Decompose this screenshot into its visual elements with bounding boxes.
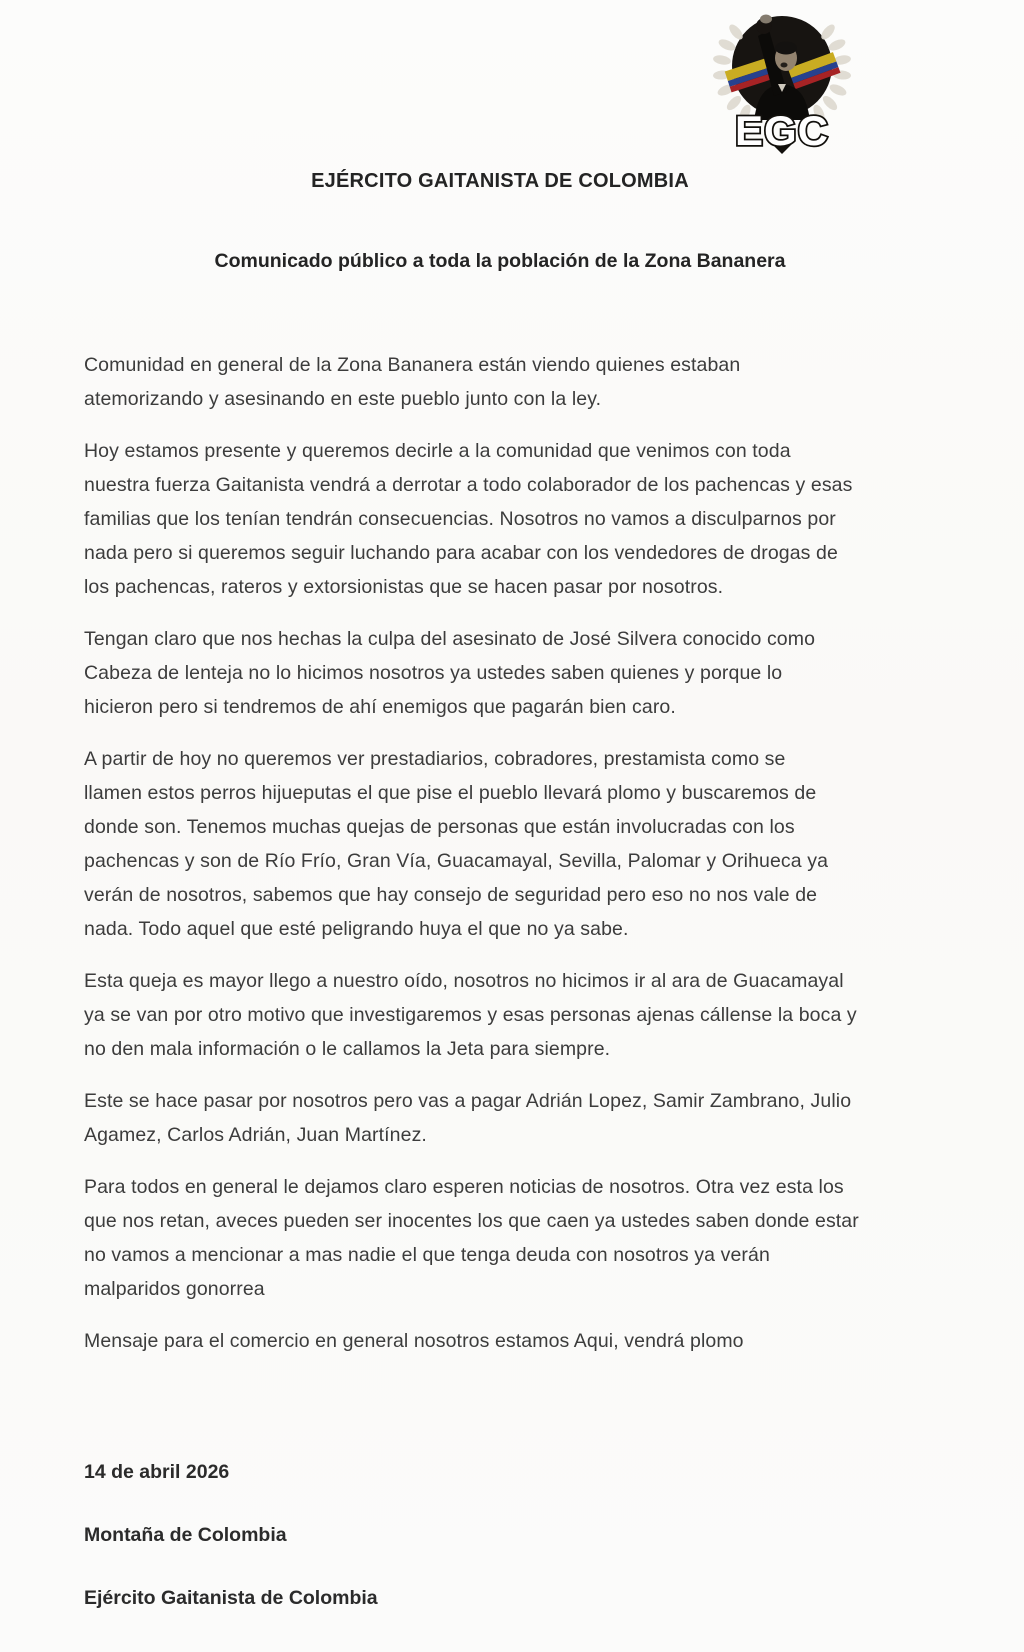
text-line: los pachencas, rateros y extorsionistas que se hacen pasar por nosotros.: [84, 576, 724, 598]
text-line: nuestra fuerza Gaitanista vendrá a derrotar a todo colaborador de los pachencas y esas: [84, 474, 853, 496]
text-line: A partir de hoy no queremos ver prestadiarios, cobradores, prestamista como se: [84, 748, 786, 770]
text-line: verán de nosotros, sabemos que hay consejo de seguridad pero eso no nos vale de: [84, 884, 818, 906]
text-line: no vamos a mencionar a mas nadie el que tenga deuda con nosotros ya verán: [84, 1244, 770, 1266]
text-line: malparidos gonorrea: [84, 1278, 265, 1300]
text-line: Este se hace pasar por nosotros pero vas a pagar Adrián Lopez, Samir Zambrano, Julio: [84, 1090, 852, 1112]
text-line: que nos retan, aveces pueden ser inocentes los que caen ya ustedes saben donde estar: [84, 1210, 859, 1232]
document-body: [84, 348, 979, 1376]
document-title: EJÉRCITO GAITANISTA DE COLOMBIA: [311, 170, 689, 192]
paragraph-3: [84, 622, 979, 724]
text-line: hicieron pero si tendremos de ahí enemigos que pagarán bien caro.: [84, 696, 676, 718]
document-subtitle: Comunicado público a toda la población de la Zona Bananera: [214, 250, 786, 272]
paragraph-1: [84, 348, 979, 416]
text-line: Mensaje para el comercio en general nosotros estamos Aqui, vendrá plomo: [84, 1330, 744, 1352]
paragraph-5: [84, 964, 979, 1066]
text-line: Para todos en general le dejamos claro esperen noticias de nosotros. Otra vez esta los: [84, 1176, 844, 1198]
paragraph-2: [84, 434, 979, 604]
text-line: donde son. Tenemos muchas quejas de personas que están involucradas con los: [84, 816, 795, 838]
text-line: Agamez, Carlos Adrián, Juan Martínez.: [84, 1124, 427, 1146]
text-line: no den mala información o le callamos la Jeta para siempre.: [84, 1038, 611, 1060]
footer-place: Montaña de Colombia: [84, 1524, 287, 1546]
text-line: nada pero si queremos seguir luchando para acabar con los vendedores de drogas de: [84, 542, 838, 564]
text-line: Comunidad en general de la Zona Bananera están viendo quienes estaban: [84, 354, 741, 376]
egc-logo: [708, 2, 856, 154]
text-line: Cabeza de lenteja no lo hicimos nosotros ya ustedes saben quienes y porque lo: [84, 662, 783, 684]
paragraph-4: [84, 742, 979, 946]
text-line: pachencas y son de Río Frío, Gran Vía, Guacamayal, Sevilla, Palomar y Orihueca ya: [84, 850, 829, 872]
egc-emblem-graphic: [708, 2, 856, 154]
text-line: Tengan claro que nos hechas la culpa del asesinato de José Silvera conocido como: [84, 628, 816, 650]
text-line: Esta queja es mayor llego a nuestro oído, nosotros no hicimos ir al ara de Guacamayal: [84, 970, 844, 992]
egc-acronym-text: EGC: [734, 107, 830, 154]
text-line: ya se van por otro motivo que investigaremos y esas personas ajenas cállense la boca y: [84, 1004, 857, 1026]
paragraph-7: [84, 1170, 979, 1306]
document-footer: [84, 1455, 378, 1644]
footer-signature: Ejército Gaitanista de Colombia: [84, 1587, 378, 1609]
text-line: Hoy estamos presente y queremos decirle a la comunidad que venimos con toda: [84, 440, 791, 462]
text-line: familias que los tenían tendrán consecuencias. Nosotros no vamos a disculparnos por: [84, 508, 836, 530]
text-line: nada. Todo aquel que esté peligrando huya el que no ya sabe.: [84, 918, 629, 940]
footer-date: 14 de abril 2026: [84, 1461, 230, 1483]
paragraph-6: [84, 1084, 979, 1152]
paragraph-8: [84, 1324, 979, 1358]
text-line: atemorizando y asesinando en este pueblo junto con la ley.: [84, 388, 602, 410]
text-line: llamen estos perros hijueputas el que pise el pueblo llevará plomo y buscaremos de: [84, 782, 817, 804]
